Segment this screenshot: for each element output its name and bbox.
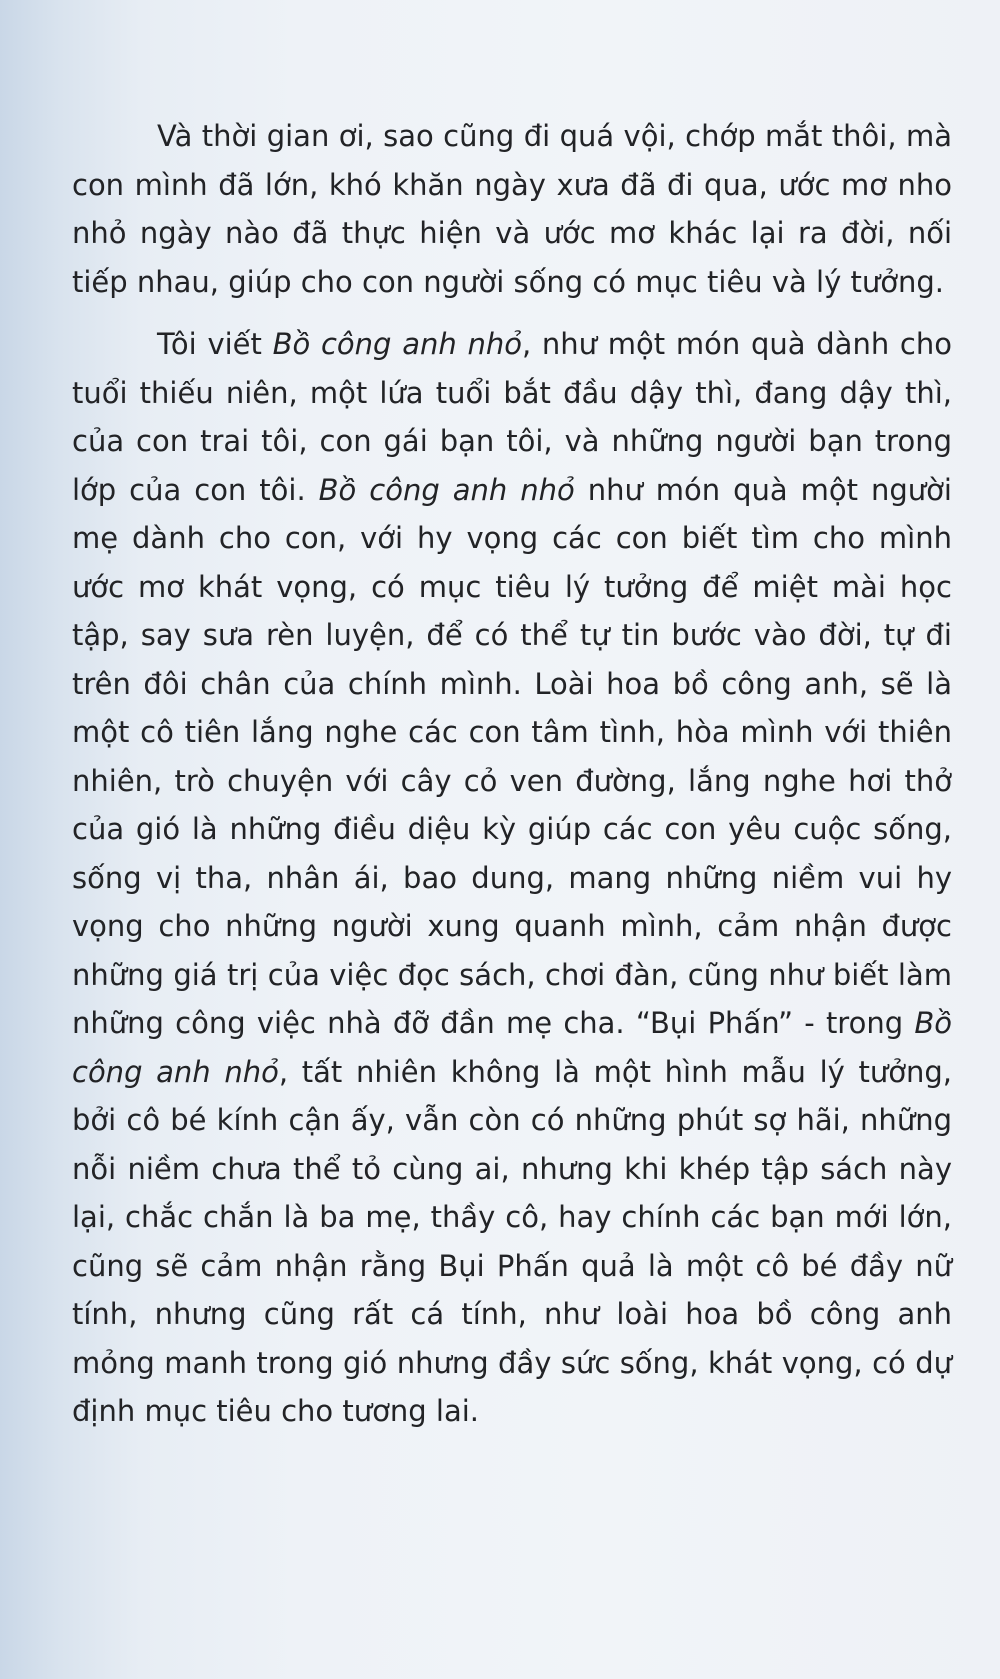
paragraph-1-text: Và thời gian ơi, sao cũng đi quá vội, chớp mắt thôi, mà con mình đã lớn, khó khăn ngày xưa đã đi qua, ước mơ nho nhỏ ngày nào đã thực hiện và ước mơ khác lại ra đời, nối tiếp nhau, giúp cho con người sống có mục tiêu và lý tưởng. <box>72 119 952 299</box>
paragraph-2-text-1: Tôi viết <box>157 327 273 361</box>
paragraph-1 <box>72 112 952 306</box>
paragraph-2 <box>72 320 952 1436</box>
book-title: Bồ công anh nhỏ <box>272 327 522 361</box>
paragraph-2-text-3: như món quà một người mẹ dành cho con, với hy vọng các con biết tìm cho mình ước mơ khát vọng, có mục tiêu lý tưởng để miệt mài học tập, say sưa rèn luyện, để có thể tự tin bước vào đời, tự đi trên đôi chân của chính mình. Loài hoa bồ công anh, sẽ là một cô tiên lắng nghe các con tâm tình, hòa mình với thiên nhiên, trò chuyện với cây cỏ ven đường, lắng nghe hơi thở của gió là những điều diệu kỳ giúp các con yêu cuộc sống, sống vị tha, nhân ái, bao dung, mang những niềm vui hy vọng cho những người xung quanh mình, cảm nhận được những giá trị của việc đọc sách, chơi đàn, cũng như biết làm những công việc nhà đỡ đần mẹ cha. “Bụi Phấn” - trong <box>72 472 952 1040</box>
paragraph-2-text-2: , như một món quà dành cho tuổi thiếu niên, một lứa tuổi bắt đầu dậy thì, đang dậy thì, của con trai tôi, con gái bạn tôi, và những người bạn trong lớp của con tôi. <box>72 327 953 507</box>
book-title: Bồ công anh nhỏ <box>72 1006 952 1089</box>
body-text <box>72 112 952 1436</box>
book-title: Bồ công anh nhỏ <box>318 472 575 507</box>
paragraph-2-text-4: , tất nhiên không là một hình mẫu lý tưởng, bởi cô bé kính cận ấy, vẫn còn có những phút sợ hãi, những nỗi niềm chưa thể tỏ cùng ai, nhưng khi khép tập sách này lại, chắc chắn là ba mẹ, thầy cô, hay chính các bạn mới lớn, cũng sẽ cảm nhận rằng Bụi Phấn quả là một cô bé đầy nữ tính, nhưng cũng rất cá tính, như loài hoa bồ công anh mỏng manh trong gió nhưng đầy sức sống, khát vọng, có dự định mục tiêu cho tương lai. <box>72 1054 952 1428</box>
